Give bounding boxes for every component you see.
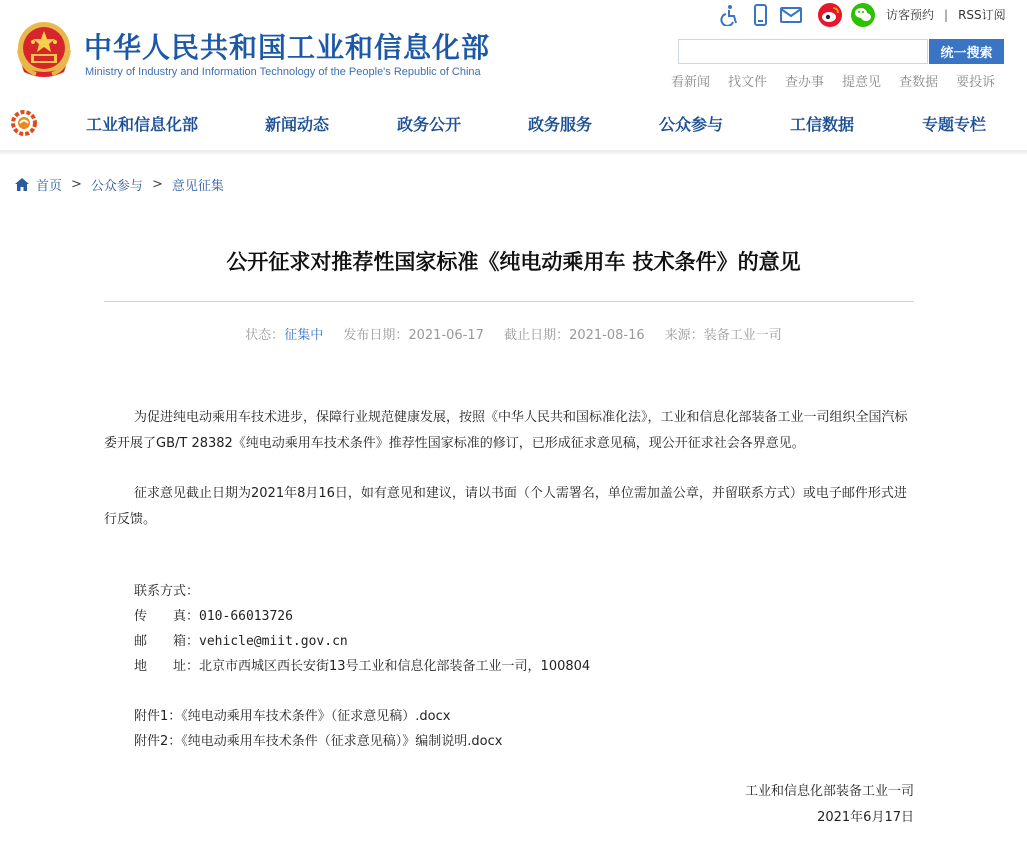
home-icon[interactable] — [15, 178, 29, 191]
top-links — [886, 6, 1006, 23]
quick-link-feedback[interactable]: 提意见 — [842, 75, 882, 90]
top-links-separator: | — [944, 8, 949, 22]
quick-link-complaint[interactable]: 要投诉 — [956, 75, 996, 90]
signature-block — [745, 779, 914, 831]
main-nav — [0, 100, 1027, 150]
attachment-label: 附件1： — [134, 709, 182, 724]
breadcrumb-home[interactable]: 首页 — [36, 179, 63, 194]
accessibility-icon[interactable] — [716, 2, 742, 28]
nav-item-gov-services[interactable]: 政务服务 — [528, 115, 593, 134]
body-paragraph: 为促进纯电动乘用车技术进步，保障行业规范健康发展，按照《中华人民共和国标准化法》，工业和信息化部装备工业一司组织全国汽标委开展了GB/T 28382《纯电动乘用车技术条件》推荐性国家标准的修订，已形成征求意见稿，现公开征求社会各界意见。 — [104, 410, 908, 451]
breadcrumb-public-participation[interactable]: 公众参与 — [90, 179, 143, 194]
miit-logo-icon[interactable] — [11, 110, 37, 136]
source-value: 装备工业一司 — [703, 328, 782, 343]
deadline-label: 截止日期： — [504, 328, 570, 343]
quick-links — [671, 71, 1013, 90]
wechat-icon[interactable] — [850, 2, 876, 28]
quick-link-files[interactable]: 找文件 — [728, 75, 768, 90]
status-label: 状态： — [245, 328, 285, 343]
title-divider — [104, 301, 914, 302]
visitor-appointment-link[interactable]: 访客预约 — [886, 8, 935, 22]
mobile-icon[interactable] — [747, 2, 773, 28]
contact-info — [134, 579, 590, 679]
attachment-link[interactable]: 《纯电动乘用车技术条件》（征求意见稿）.docx — [181, 709, 451, 724]
nav-item-special-topics[interactable]: 专题专栏 — [922, 115, 987, 134]
publish-date-label: 发布日期： — [343, 328, 409, 343]
national-emblem-icon[interactable] — [16, 20, 72, 82]
breadcrumb — [15, 175, 224, 194]
nav-item-ministry[interactable]: 工业和信息化部 — [86, 115, 199, 134]
attachment-item — [134, 729, 502, 754]
article-meta — [0, 324, 1027, 343]
quick-link-data[interactable]: 查数据 — [899, 75, 939, 90]
quick-link-news[interactable]: 看新闻 — [671, 75, 711, 90]
source-label: 来源： — [664, 328, 704, 343]
article-title: 公开征求对推荐性国家标准《纯电动乘用车 技术条件》的意见 — [226, 250, 801, 274]
rss-link[interactable]: RSS订阅 — [958, 8, 1006, 22]
nav-divider — [0, 150, 1027, 156]
weibo-icon[interactable] — [817, 2, 843, 28]
breadcrumb-opinion-collection[interactable]: 意见征集 — [171, 179, 224, 194]
mail-icon[interactable] — [778, 2, 804, 28]
address-value: 北京市西城区西长安街13号工业和信息化部装备工业一司，100804 — [199, 659, 591, 674]
contact-heading: 联系方式： — [134, 584, 200, 599]
fax-label: 传 真： — [134, 609, 200, 624]
fax-number: 010-66013726 — [199, 609, 293, 624]
signature-org: 工业和信息化部装备工业一司 — [744, 784, 914, 799]
site-subtitle: Ministry of Industry and Information Technology of the People's Republic of China — [85, 66, 481, 78]
deadline-date: 2021-08-16 — [569, 328, 645, 343]
attachment-list — [134, 704, 502, 754]
body-paragraph: 征求意见截止日期为2021年8月16日，如有意见和建议，请以书面（个人需署名，单位需加盖公章，并留联系方式）或电子邮件形式进行反馈。 — [104, 486, 907, 527]
nav-item-data[interactable]: 工信数据 — [790, 115, 855, 134]
address-label: 地 址： — [134, 659, 200, 674]
quick-link-services[interactable]: 查办事 — [785, 75, 825, 90]
nav-item-public-participation[interactable]: 公众参与 — [659, 115, 724, 134]
breadcrumb-separator: > — [151, 177, 163, 192]
site-title[interactable]: 中华人民共和国工业和信息化部 — [84, 31, 491, 64]
signature-date: 2021年6月17日 — [817, 810, 914, 825]
status-badge: 征集中 — [284, 328, 324, 343]
attachment-link[interactable]: 《纯电动乘用车技术条件（征求意见稿）》编制说明.docx — [181, 734, 503, 749]
article-body — [104, 405, 916, 557]
search-input[interactable] — [678, 39, 928, 64]
attachment-label: 附件2： — [134, 734, 182, 749]
search-button[interactable]: 统一搜索 — [929, 39, 1004, 64]
nav-item-gov-affairs[interactable]: 政务公开 — [397, 115, 462, 134]
email-address[interactable]: vehicle@miit.gov.cn — [199, 634, 348, 649]
email-label: 邮 箱： — [134, 634, 200, 649]
site-header — [0, 0, 1027, 100]
publish-date: 2021-06-17 — [408, 328, 484, 343]
breadcrumb-separator: > — [71, 177, 82, 192]
nav-item-news[interactable]: 新闻动态 — [265, 115, 330, 134]
attachment-item — [134, 704, 502, 729]
